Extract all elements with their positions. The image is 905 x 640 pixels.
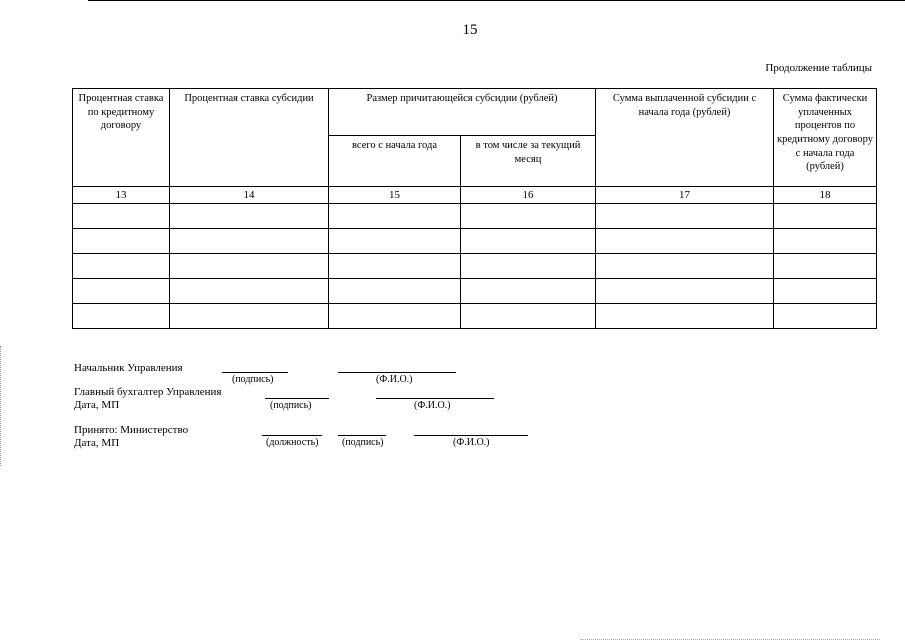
table-cell[interactable] <box>329 304 461 329</box>
column-number: 13 <box>73 187 170 204</box>
head-name-line <box>338 372 456 373</box>
chief-accountant-date: Дата, МП <box>74 399 120 411</box>
head-title: Начальник Управления <box>74 362 183 374</box>
table-cell[interactable] <box>170 204 329 229</box>
table-row <box>73 279 877 304</box>
accountant-name-hint: (Ф.И.О.) <box>414 400 451 411</box>
accountant-name-line <box>376 398 494 399</box>
ministry-position-line <box>262 435 322 436</box>
table-cell[interactable] <box>596 204 774 229</box>
table-cell[interactable] <box>73 304 170 329</box>
head-signature-hint: (подпись) <box>232 374 274 385</box>
table-cell[interactable] <box>596 279 774 304</box>
head-signature-line <box>222 372 288 373</box>
table-cell[interactable] <box>461 279 596 304</box>
head-name-hint: (Ф.И.О.) <box>376 374 413 385</box>
page-number: 15 <box>462 22 478 38</box>
header-subsidy-group: Размер причитающейся субсидии (рублей) <box>329 89 596 136</box>
table-cell[interactable] <box>329 279 461 304</box>
table-cell[interactable] <box>596 229 774 254</box>
column-number: 17 <box>596 187 774 204</box>
accepted-title: Принято: Министерство <box>74 424 189 436</box>
accountant-signature-hint: (подпись) <box>270 400 312 411</box>
table-cell[interactable] <box>461 304 596 329</box>
table-cell[interactable] <box>461 229 596 254</box>
chief-accountant-title: Главный бухгалтер Управления <box>74 386 222 398</box>
column-number: 15 <box>329 187 461 204</box>
ministry-signature-line <box>338 435 386 436</box>
header-col13: Процентная ставка по кредитному договору <box>73 89 170 187</box>
header-col18: Сумма фактически уплаченных процентов по кредитному договору с начала года (рублей) <box>774 89 877 187</box>
table-cell[interactable] <box>774 279 877 304</box>
table-cell[interactable] <box>596 254 774 279</box>
column-number: 16 <box>461 187 596 204</box>
column-number: 18 <box>774 187 877 204</box>
table-cell[interactable] <box>73 279 170 304</box>
table-row <box>73 254 877 279</box>
table-row <box>73 229 877 254</box>
table-cell[interactable] <box>774 204 877 229</box>
table-cell[interactable] <box>170 304 329 329</box>
table-row <box>73 304 877 329</box>
top-border-line <box>88 0 905 1</box>
table-cell[interactable] <box>170 279 329 304</box>
header-col16: в том числе за текущий месяц <box>461 136 596 187</box>
ministry-name-hint: (Ф.И.О.) <box>453 437 490 448</box>
header-row <box>73 89 877 136</box>
table-cell[interactable] <box>774 229 877 254</box>
accepted-date: Дата, МП <box>74 437 120 449</box>
table-cell[interactable] <box>73 229 170 254</box>
table-cell[interactable] <box>329 204 461 229</box>
column-number-row <box>73 187 877 204</box>
header-col14: Процентная ставка субсидии <box>170 89 329 187</box>
ministry-signature-hint: (подпись) <box>342 437 384 448</box>
table-cell[interactable] <box>774 254 877 279</box>
continuation-label: Продолжение таблицы <box>765 62 872 74</box>
header-col15: всего с начала года <box>329 136 461 187</box>
table-cell[interactable] <box>170 254 329 279</box>
ministry-name-line <box>414 435 528 436</box>
table-row <box>73 204 877 229</box>
subsidy-table <box>72 88 877 329</box>
table-cell[interactable] <box>329 254 461 279</box>
table-cell[interactable] <box>73 204 170 229</box>
table-cell[interactable] <box>461 254 596 279</box>
table-cell[interactable] <box>461 204 596 229</box>
header-col17: Сумма выплаченной субсидии с начала года (рублей) <box>596 89 774 187</box>
column-number: 14 <box>170 187 329 204</box>
table-cell[interactable] <box>596 304 774 329</box>
accountant-signature-line <box>265 398 329 399</box>
ministry-position-hint: (должность) <box>266 437 319 448</box>
table-cell[interactable] <box>170 229 329 254</box>
table-cell[interactable] <box>329 229 461 254</box>
table-cell[interactable] <box>73 254 170 279</box>
scan-edge-mark <box>0 346 3 466</box>
table-cell[interactable] <box>774 304 877 329</box>
